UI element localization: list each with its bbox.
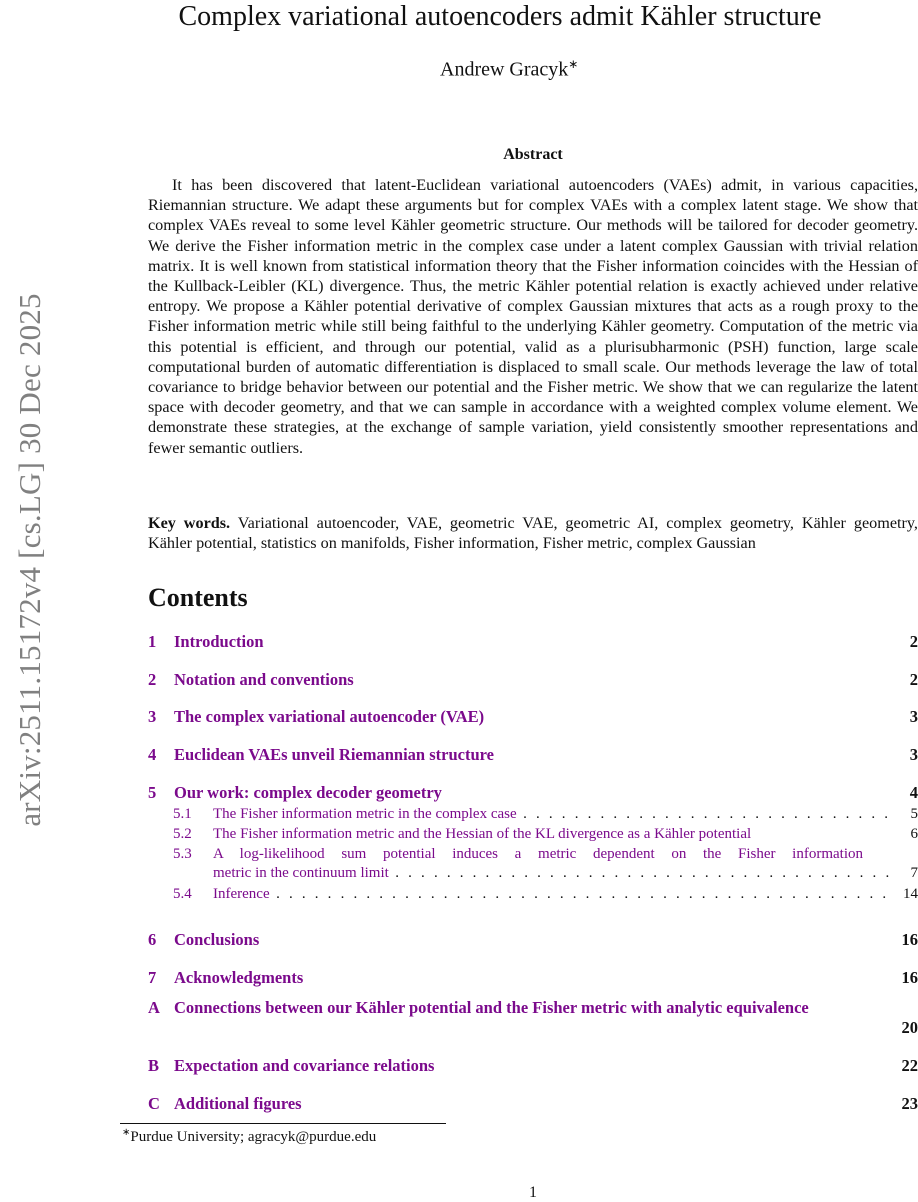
toc-entry[interactable] bbox=[148, 998, 918, 1038]
footnote-text: Purdue University; agracyk@purdue.edu bbox=[130, 1129, 376, 1145]
toc-entry[interactable] bbox=[148, 967, 918, 989]
toc-entry-number: 2 bbox=[148, 669, 156, 691]
toc-entry-title[interactable]: Acknowledgments bbox=[174, 967, 303, 989]
toc-entry-title[interactable]: The complex variational autoencoder (VAE) bbox=[174, 706, 484, 728]
footnote-divider bbox=[120, 1123, 446, 1124]
toc-entry[interactable] bbox=[148, 744, 918, 766]
toc-subentry-page: 14 bbox=[903, 884, 918, 904]
author-name: Andrew Gracyk bbox=[440, 59, 568, 81]
toc-entry[interactable] bbox=[148, 631, 918, 653]
toc-entry[interactable] bbox=[148, 669, 918, 691]
keywords-text: Variational autoencoder, VAE, geometric VAE, geometric AI, complex geometry, Kähler geometry, Kähler potential, statistics on manifolds, Fisher information, Fisher metric, complex Gaussian bbox=[148, 514, 918, 552]
toc-subentry-number: 5.2 bbox=[173, 824, 192, 844]
toc-entry-number: A bbox=[148, 998, 160, 1018]
toc-subentry-number: 5.4 bbox=[173, 884, 192, 904]
toc-subentry-page: 5 bbox=[911, 804, 918, 824]
toc-entry-page: 20 bbox=[902, 1018, 918, 1038]
toc-entry[interactable] bbox=[148, 782, 918, 804]
paper-title: Complex variational autoencoders admit Kähler structure bbox=[80, 0, 918, 34]
toc-subentry-page: 7 bbox=[911, 864, 918, 883]
keywords bbox=[148, 513, 918, 553]
toc-subentry[interactable] bbox=[148, 804, 918, 824]
toc-entry-number: 3 bbox=[148, 706, 156, 728]
toc-entry-title[interactable]: Our work: complex decoder geometry bbox=[174, 782, 442, 804]
toc-entry-number: C bbox=[148, 1093, 160, 1115]
toc-subentry-title-line2[interactable]: metric in the continuum limit . . . bbox=[213, 864, 893, 883]
toc-subentry-number: 5.3 bbox=[173, 845, 192, 864]
toc-entry-title[interactable]: Introduction bbox=[174, 631, 264, 653]
toc-entry-page: 3 bbox=[910, 706, 918, 728]
abstract-body: It has been discovered that latent-Euclidean variational autoencoders (VAEs) admit, in various capacities, Riemannian structure. We adapt these arguments but for complex VAEs with a complex latent stage. We show that complex VAEs reveal to some level Kähler geometric structure. Our methods will be tailored for decoder geometry. We derive the Fisher information metric in the complex case under a latent complex Gaussian with trivial relation matrix. It is well known from statistical information theory that the Fisher information coincides with the Hessian of the Kullback-Leibler (KL) divergence. Thus, the metric Kähler potential relation is exactly achieved under relative entropy. We propose a Kähler potential derivative of complex Gaussian mixtures that acts as a rough proxy to the Fisher information metric while still being faithful to the underlying Kähler geometry. Computation of the metric via this potential is efficient, and through our potential, valid as a plurisubharmonic (PSH) function, large scale computational burden of automatic differentiation is displaced to small scale. Our methods leverage the law of total covariance to bridge behavior between our potential and the Fisher metric. We show that we can regularize the latent space with decoder geometry, and that we can sample in accordance with a weighted complex volume element. We demonstrate these strategies, at the exchange of sample variation, yield consistently smoother representations and fewer semantic outliers. bbox=[148, 175, 918, 458]
toc-entry-number: 5 bbox=[148, 782, 156, 804]
toc-entry[interactable] bbox=[148, 706, 918, 728]
toc-entry-page: 3 bbox=[910, 744, 918, 766]
toc-entry[interactable] bbox=[148, 1093, 918, 1115]
toc-subentry-title[interactable]: Inference . . . bbox=[213, 884, 893, 904]
toc-subentry-title[interactable]: The Fisher information metric in the complex case . . . bbox=[213, 804, 893, 824]
toc-subentry[interactable] bbox=[148, 884, 918, 904]
toc-subentry-page: 6 bbox=[911, 824, 918, 844]
keywords-label: Key words. bbox=[148, 514, 230, 532]
toc-entry-title[interactable]: Expectation and covariance relations bbox=[174, 1055, 434, 1077]
arxiv-side-stamp bbox=[0, 0, 60, 1200]
contents-heading: Contents bbox=[148, 583, 248, 613]
toc-subentry-number: 5.1 bbox=[173, 804, 192, 824]
toc-entry-number: 6 bbox=[148, 929, 156, 951]
footnote-mark: ∗ bbox=[122, 1127, 130, 1138]
toc-entry[interactable] bbox=[148, 1055, 918, 1077]
author-line bbox=[440, 57, 578, 82]
toc-entry-number: 7 bbox=[148, 967, 156, 989]
page-number: 1 bbox=[0, 1184, 918, 1202]
toc-entry-title[interactable]: Notation and conventions bbox=[174, 669, 354, 691]
author-footnote-mark: ∗ bbox=[568, 57, 578, 71]
toc-entry-page: 23 bbox=[902, 1093, 918, 1115]
toc-entry-page: 2 bbox=[910, 669, 918, 691]
toc-entry-page: 4 bbox=[910, 782, 918, 804]
toc-entry-page: 16 bbox=[902, 929, 918, 951]
toc-entry-number: 1 bbox=[148, 631, 156, 653]
abstract-heading: Abstract bbox=[148, 146, 918, 164]
toc-subentry[interactable] bbox=[148, 824, 918, 844]
toc-entry-title[interactable]: Connections between our Kähler potential and the Fisher metric with analytic equivalence bbox=[174, 998, 864, 1018]
toc-entry-title[interactable]: Euclidean VAEs unveil Riemannian structure bbox=[174, 744, 494, 766]
toc-entry-page: 22 bbox=[902, 1055, 918, 1077]
toc-entry-number: 4 bbox=[148, 744, 156, 766]
arxiv-identifier: arXiv:2511.15172v4 [cs.LG] 30 Dec 2025 bbox=[12, 293, 48, 826]
toc-entry[interactable] bbox=[148, 929, 918, 951]
toc-subentry-title-line1[interactable]: A log-likelihood sum potential induces a metric dependent on the Fisher information bbox=[213, 845, 863, 864]
toc-subentry-title[interactable]: The Fisher information metric and the Hessian of the KL divergence as a Kähler potential bbox=[213, 824, 893, 844]
toc-entry-title[interactable]: Additional figures bbox=[174, 1093, 302, 1115]
toc-entry-page: 16 bbox=[902, 967, 918, 989]
toc-entry-page: 2 bbox=[910, 631, 918, 653]
toc-entry-number: B bbox=[148, 1055, 159, 1077]
toc-entry-title[interactable]: Conclusions bbox=[174, 929, 259, 951]
footnote bbox=[122, 1127, 376, 1146]
